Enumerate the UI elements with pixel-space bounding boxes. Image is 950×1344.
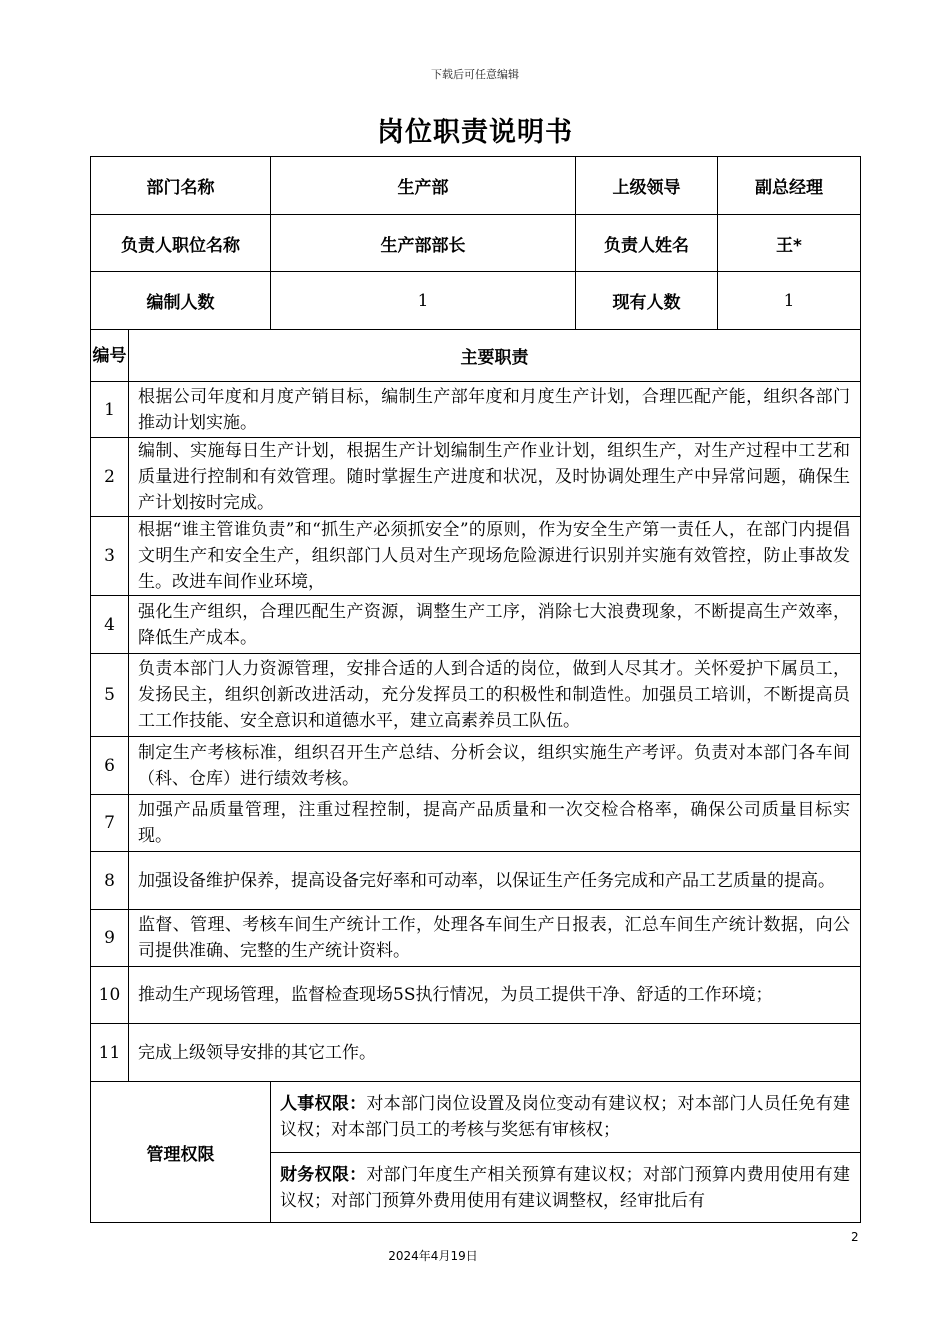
name-label: 负责人姓名 [576, 215, 718, 272]
personnel-authority-text: 对本部门岗位设置及岗位变动有建议权；对本部门人员任免有建议权；对本部门员工的考核与奖惩有审核权； [280, 1094, 850, 1140]
duty-row [91, 795, 861, 852]
superior-label: 上级领导 [576, 157, 718, 215]
personnel-authority [271, 1082, 861, 1153]
duty-row [91, 438, 861, 517]
current-count-label: 现有人数 [576, 272, 718, 330]
info-row-department [91, 157, 861, 215]
finance-authority-text: 对部门年度生产相关预算有建议权；对部门预算内费用使用有建议权；对部门预算外费用使用有建议调整权，经审批后有 [280, 1164, 850, 1211]
duty-number: 3 [91, 517, 129, 596]
duty-text: 推动生产现场管理，监督检查现场5S执行情况，为员工提供干净、舒适的工作环境； [129, 967, 861, 1024]
info-row-position [91, 215, 861, 272]
name-value: 王* [718, 215, 861, 272]
duty-row [91, 967, 861, 1024]
duty-row [91, 596, 861, 654]
duty-row [91, 910, 861, 967]
job-description-table [90, 156, 861, 1223]
superior-value: 副总经理 [718, 157, 861, 215]
duty-number: 2 [91, 438, 129, 517]
finance-authority-title: 财务权限： [280, 1164, 367, 1185]
duty-text: 加强产品质量管理，注重过程控制，提高产品质量和一次交检合格率，确保公司质量目标实现。 [129, 795, 861, 852]
dept-value: 生产部 [271, 157, 576, 215]
header-note: 下载后可任意编辑 [431, 68, 519, 81]
duty-text: 负责本部门人力资源管理，安排合适的人到合适的岗位，做到人尽其才。关怀爱护下属员工，发扬民主，组织创新改进活动，充分发挥员工的积极性和制造性。加强员工培训，不断提高员工工作技能、安全意识和道德水平，建立高素养员工队伍。 [129, 654, 861, 737]
duty-row [91, 852, 861, 910]
duty-number: 9 [91, 910, 129, 967]
info-row-headcount [91, 272, 861, 330]
duty-text: 强化生产组织，合理匹配生产资源，调整生产工序，消除七大浪费现象，不断提高生产效率，降低生产成本。 [129, 596, 861, 654]
duty-number: 6 [91, 737, 129, 795]
duty-row [91, 517, 861, 596]
duty-number: 11 [91, 1024, 129, 1082]
duty-number-header: 编号 [91, 330, 129, 382]
personnel-authority-title: 人事权限： [280, 1094, 367, 1114]
dept-label: 部门名称 [91, 157, 271, 215]
position-value: 生产部部长 [271, 215, 576, 272]
position-label: 负责人职位名称 [91, 215, 271, 272]
duty-text: 制定生产考核标准，组织召开生产总结、分析会议，组织实施生产考评。负责对本部门各车间（科、仓库）进行绩效考核。 [129, 737, 861, 795]
main-duties-header: 主要职责 [129, 330, 861, 382]
duty-text: 编制、实施每日生产计划，根据生产计划编制生产作业计划，组织生产，对生产过程中工艺和质量进行控制和有效管理。随时掌握生产进度和状况，及时协调处理生产中异常问题，确保生产计划按时完成。 [129, 438, 861, 517]
finance-authority [271, 1153, 861, 1223]
current-count-value: 1 [718, 272, 861, 330]
duty-number: 10 [91, 967, 129, 1024]
duty-number: 5 [91, 654, 129, 737]
authority-label: 管理权限 [91, 1082, 271, 1223]
duty-text: 监督、管理、考核车间生产统计工作，处理各车间生产日报表，汇总车间生产统计数据，向公司提供准确、完整的生产统计资料。 [129, 910, 861, 967]
duty-row [91, 737, 861, 795]
duty-row [91, 382, 861, 438]
footer-date: 2024年4月19日 [388, 1249, 478, 1263]
page-number: 2 [851, 1230, 859, 1244]
document-title: 岗位职责说明书 [377, 117, 573, 148]
duty-number: 1 [91, 382, 129, 438]
duty-text: 加强设备维护保养，提高设备完好率和可动率，以保证生产任务完成和产品工艺质量的提高。 [129, 852, 861, 910]
headcount-value: 1 [271, 272, 576, 330]
headcount-label: 编制人数 [91, 272, 271, 330]
duty-text: 根据公司年度和月度产销目标，编制生产部年度和月度生产计划，合理匹配产能，组织各部门推动计划实施。 [129, 382, 861, 438]
authority-row-personnel [91, 1082, 861, 1153]
duty-number: 4 [91, 596, 129, 654]
duty-text: 根据“谁主管谁负责”和“抓生产必须抓安全”的原则，作为安全生产第一责任人，在部门内提倡文明生产和安全生产，组织部门人员对生产现场危险源进行识别并实施有效管控，防止事故发生。改进车间作业环境， [129, 517, 861, 596]
duty-number: 7 [91, 795, 129, 852]
duty-number: 8 [91, 852, 129, 910]
duty-row [91, 1024, 861, 1082]
duty-text: 完成上级领导安排的其它工作。 [129, 1024, 861, 1082]
duty-row [91, 654, 861, 737]
duties-header-row [91, 330, 861, 382]
